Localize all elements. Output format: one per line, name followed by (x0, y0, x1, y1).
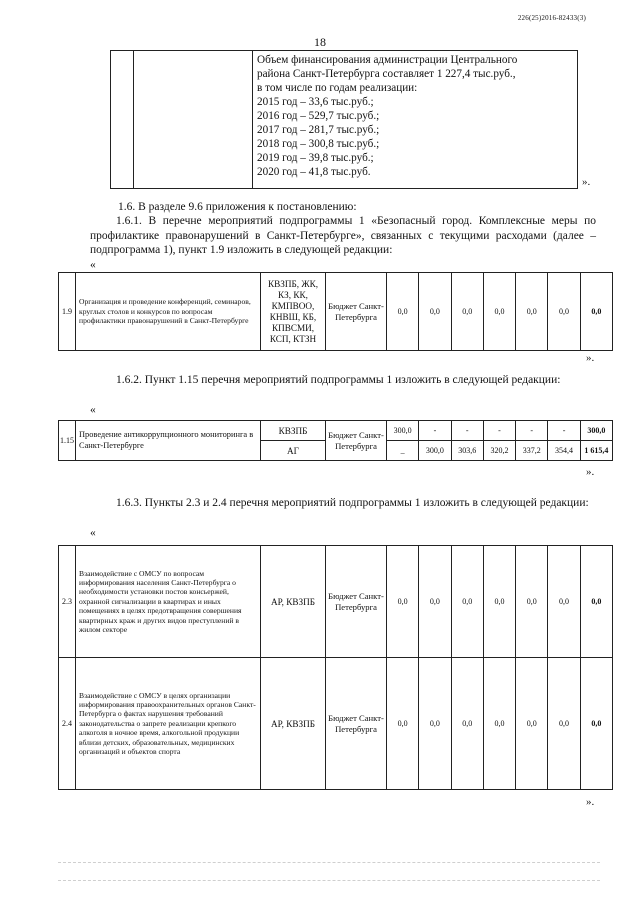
financing-col-empty-2 (134, 51, 253, 189)
page-number: 18 (314, 35, 326, 49)
value-cell: - (419, 421, 451, 441)
value-total-cell: 300,0 (580, 421, 612, 441)
value-cell: 0,0 (548, 273, 580, 351)
executor: АГ (261, 441, 326, 461)
value-cell: 0,0 (451, 658, 483, 790)
value-cell: 320,2 (483, 441, 515, 461)
value-total-cell: 1 615,4 (580, 441, 612, 461)
scan-artifact-line (58, 880, 600, 881)
financing-line: 2020 год – 41,8 тыс.руб. (257, 166, 371, 178)
financing-text-cell (253, 51, 578, 189)
row-number: 2.3 (59, 546, 76, 658)
executors: АР, КВЗПБ (261, 658, 326, 790)
row-number: 2.4 (59, 658, 76, 790)
value-cell: 0,0 (387, 273, 419, 351)
open-quote: « (90, 259, 96, 271)
value-cell: 0,0 (419, 273, 451, 351)
value-total-cell: 0,0 (580, 273, 612, 351)
financing-line: 2015 год – 33,6 тыс.руб.; (257, 96, 374, 108)
scan-artifact-line (58, 862, 600, 863)
open-quote: « (90, 404, 96, 416)
value-cell: 337,2 (516, 441, 548, 461)
measure-name: Организация и проведение конференций, семинаров, круглых столов и конкурсов по вопросам профилактики правонарушений в Санкт-Петербурге (76, 273, 261, 351)
value-cell: _ (387, 441, 419, 461)
value-cell: 0,0 (516, 658, 548, 790)
executor: КВЗПБ (261, 421, 326, 441)
measure-name: Взаимодействие с ОМСУ в целях организации информирования правоохранительных органов Санкт-Петербурга о фактах нарушения требований законодательства о запрете реализации крепкого алкоголя в ночное время, алкогольной продукции вблизи детских, образовательных, медицинских организаций и объектов спорта (76, 658, 261, 790)
value-cell: - (451, 421, 483, 441)
value-cell: 0,0 (516, 273, 548, 351)
value-cell: 0,0 (419, 658, 451, 790)
paragraph-1-6-3: 1.6.3. Пункты 2.3 и 2.4 перечня мероприятий подпрограммы 1 изложить в следующей редакции: (116, 497, 589, 509)
funding-source: Бюджет Санкт-Петербурга (326, 273, 387, 351)
value-cell: 0,0 (516, 546, 548, 658)
value-cell: 354,4 (548, 441, 580, 461)
value-total-cell: 0,0 (580, 546, 612, 658)
executors: КВЗПБ, ЖК, КЗ, КК, КМПВОО, КНВШ, КБ, КПВСМИ, КСП, КТЗН (261, 273, 326, 351)
document-id: 226(25)2016-82433(3) (517, 14, 586, 22)
value-cell: 0,0 (387, 546, 419, 658)
value-cell: 0,0 (548, 658, 580, 790)
value-total-cell: 0,0 (580, 658, 612, 790)
financing-line: 2019 год – 39,8 тыс.руб.; (257, 152, 374, 164)
section-title: 1.6. В разделе 9.6 приложения к постановлению: (118, 201, 357, 213)
closing-quote: ». (586, 352, 595, 364)
closing-quote: ». (586, 466, 595, 478)
financing-line: Объем финансирования администрации Центрального (257, 54, 518, 66)
financing-line: района Санкт-Петербурга составляет 1 227,4 тыс.руб., (257, 68, 516, 80)
closing-quote: ». (582, 176, 591, 188)
value-cell: 0,0 (387, 658, 419, 790)
value-cell: - (548, 421, 580, 441)
funding-source: Бюджет Санкт-Петербурга (326, 658, 387, 790)
executors: АР, КВЗПБ (261, 546, 326, 658)
value-cell: 0,0 (483, 546, 515, 658)
value-cell: - (516, 421, 548, 441)
financing-line: 2017 год – 281,7 тыс.руб.; (257, 124, 380, 136)
value-cell: 300,0 (419, 441, 451, 461)
financing-line: в том числе по годам реализации: (257, 82, 418, 94)
funding-source: Бюджет Санкт-Петербурга (326, 546, 387, 658)
value-cell: 0,0 (483, 273, 515, 351)
paragraph-1-6-1: 1.6.1. В перечне мероприятий подпрограммы 1 «Безопасный город. Комплексные меры по профилактике правонарушений в Санкт-Петербурге», связанных с текущими расходами (далее – подпрограмма 1), пункт 1.9 изложить в следующей редакции: (90, 215, 596, 256)
paragraph-1-6-2: 1.6.2. Пункт 1.15 перечня мероприятий подпрограммы 1 изложить в следующей редакции: (116, 374, 561, 386)
financing-line: 2018 год – 300,8 тыс.руб.; (257, 138, 380, 150)
table-row-1-15 (58, 420, 613, 461)
measure-name: Взаимодействие с ОМСУ по вопросам информирования населения Санкт-Петербурга о необходимости установки постов консьержей, охранной сигнализации в квартирах и иных помещениях в целях предотвращения совершения квартирных краж и других видов преступлений в жилом секторе (76, 546, 261, 658)
financing-col-empty-1 (111, 51, 134, 189)
value-cell: 303,6 (451, 441, 483, 461)
closing-quote: ». (586, 796, 595, 808)
table-rows-2-3-2-4 (58, 545, 613, 790)
row-number: 1.9 (59, 273, 76, 351)
value-cell: 0,0 (451, 273, 483, 351)
measure-name: Проведение антикоррупционного мониторинга в Санкт-Петербурге (76, 421, 261, 461)
value-cell: 0,0 (451, 546, 483, 658)
value-cell: 0,0 (548, 546, 580, 658)
funding-source: Бюджет Санкт-Петербурга (326, 421, 387, 461)
open-quote: « (90, 527, 96, 539)
financing-table (110, 50, 578, 189)
financing-line: 2016 год – 529,7 тыс.руб.; (257, 110, 380, 122)
value-cell: 0,0 (483, 658, 515, 790)
value-cell: 300,0 (387, 421, 419, 441)
row-number: 1.15 (59, 421, 76, 461)
table-row-1-9 (58, 272, 613, 351)
value-cell: 0,0 (419, 546, 451, 658)
value-cell: - (483, 421, 515, 441)
